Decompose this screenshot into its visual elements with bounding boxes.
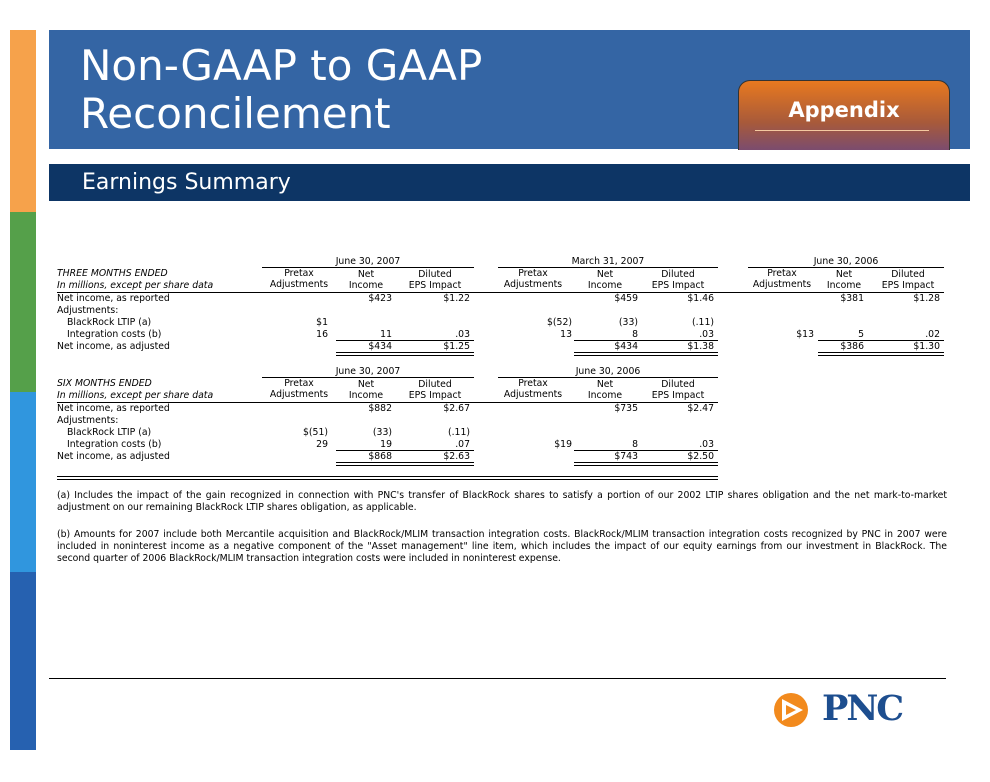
table-cell: $1.46 (687, 293, 714, 304)
table-cell: (.11) (447, 427, 470, 438)
col-header-diluted: Diluted EPS Impact (881, 269, 935, 291)
footnote-a: (a) Includes the impact of the gain recognized in connection with PNC's transfer of BlackRock shares to satisfy a portion of our 2002 LTIP shares obligation and the net mark-to-market adjustment on our remaining BlackRock LTIP shares obligation, as applicable. (57, 490, 947, 514)
col-header-pretax: Pretax Adjustments (752, 268, 812, 290)
title-line-1: Non-GAAP to GAAP (80, 41, 483, 90)
col-header-diluted: Diluted EPS Impact (408, 269, 462, 291)
table-cell: $1 (316, 317, 328, 328)
table-cell: (33) (618, 317, 638, 328)
table-cell: $(52) (547, 317, 572, 328)
table-cell: $1.38 (687, 341, 714, 352)
col-header-net: Net Income (348, 269, 384, 291)
table-cell: .03 (699, 439, 714, 450)
table-cell: 16 (316, 329, 328, 340)
table-cell: 19 (380, 439, 392, 450)
table-cell: $2.63 (443, 451, 470, 462)
table-cell: $868 (368, 451, 392, 462)
table-cell: $2.67 (443, 403, 470, 414)
footnote-b: (b) Amounts for 2007 include both Mercantile acquisition and BlackRock/MLIM transaction integration costs. BlackRock/MLIM transaction integration costs recognized by PNC in 2007 were included in noninterest income as a negative component of the "Asset management" line item, which includes the impact of our equity earnings from our investment in BlackRock. The second quarter of 2006 BlackRock/MLIM transaction integration costs were included in noninterest expense. (57, 529, 947, 565)
row-label: Net income, as adjusted (57, 341, 170, 352)
slide-title (80, 42, 482, 138)
row-label: Net income, as reported (57, 293, 170, 304)
row-label: Net income, as reported (57, 403, 170, 414)
period-header: March 31, 2007 (571, 256, 645, 267)
table-cell: 29 (316, 439, 328, 450)
row-label: Net income, as adjusted (57, 451, 170, 462)
col-header-net: Net Income (348, 379, 384, 401)
table-cell: $1.22 (443, 293, 470, 304)
table-cell: .03 (455, 329, 470, 340)
row-label: Integration costs (b) (67, 439, 162, 450)
table-cell: .03 (699, 329, 714, 340)
side-stripe-blue (10, 572, 36, 750)
col-header-net: Net Income (587, 269, 623, 291)
table-cell: $735 (614, 403, 638, 414)
table-cell: $1.30 (913, 341, 940, 352)
row-label: BlackRock LTIP (a) (67, 317, 152, 328)
appendix-underline (755, 130, 929, 131)
col-header-pretax: Pretax Adjustments (503, 378, 563, 400)
table-cell: $2.50 (687, 451, 714, 462)
title-line-2: Reconcilement (80, 89, 391, 138)
table-cell: 8 (632, 329, 638, 340)
period-header: June 30, 2007 (335, 256, 401, 267)
table-cell: $1.25 (443, 341, 470, 352)
table-cell: .02 (925, 329, 940, 340)
table-sublabel: In millions, except per share data (57, 280, 214, 291)
table-cell: $882 (368, 403, 392, 414)
period-header: June 30, 2006 (813, 256, 879, 267)
table-cell: $459 (614, 293, 638, 304)
appendix-label: Appendix (788, 98, 900, 122)
pnc-triangle-logo-icon (771, 690, 821, 730)
footer-rule (49, 678, 946, 679)
period-header: June 30, 2006 (575, 366, 641, 377)
table-cell: $(51) (303, 427, 328, 438)
table-label: THREE MONTHS ENDED (57, 268, 168, 279)
appendix-tab (738, 80, 950, 150)
period-header: June 30, 2007 (335, 366, 401, 377)
table-cell: $386 (840, 341, 864, 352)
table-cell: 11 (380, 329, 392, 340)
section-title: Earnings Summary (82, 170, 291, 195)
table-cell: $381 (840, 293, 864, 304)
row-label: Integration costs (b) (67, 329, 162, 340)
table-cell: $423 (368, 293, 392, 304)
pnc-logo-text: PNC (822, 688, 903, 729)
table-cell: .07 (455, 439, 470, 450)
row-label: BlackRock LTIP (a) (67, 427, 152, 438)
table-cell: 8 (632, 439, 638, 450)
table-sublabel: In millions, except per share data (57, 390, 214, 401)
table-cell: (33) (372, 427, 392, 438)
col-header-diluted: Diluted EPS Impact (651, 269, 705, 291)
col-header-diluted: Diluted EPS Impact (408, 379, 462, 401)
row-label: Adjustments: (57, 305, 119, 316)
row-label: Adjustments: (57, 415, 119, 426)
col-header-pretax: Pretax Adjustments (269, 268, 329, 290)
table-cell: $434 (368, 341, 392, 352)
col-header-pretax: Pretax Adjustments (503, 268, 563, 290)
side-stripe-orange (10, 30, 36, 212)
table-cell: $19 (554, 439, 572, 450)
table-cell: $1.28 (913, 293, 940, 304)
table-cell: $743 (614, 451, 638, 462)
col-header-net: Net Income (587, 379, 623, 401)
table-cell: $434 (614, 341, 638, 352)
col-header-diluted: Diluted EPS Impact (651, 379, 705, 401)
side-stripe-green (10, 212, 36, 392)
table-cell: 13 (560, 329, 572, 340)
col-header-net: Net Income (826, 269, 862, 291)
table-cell: $2.47 (687, 403, 714, 414)
table-cell: (.11) (691, 317, 714, 328)
table-cell: $13 (796, 329, 814, 340)
side-stripe-light-blue (10, 392, 36, 572)
table-cell: 5 (858, 329, 864, 340)
table-label: SIX MONTHS ENDED (57, 378, 152, 389)
col-header-pretax: Pretax Adjustments (269, 378, 329, 400)
